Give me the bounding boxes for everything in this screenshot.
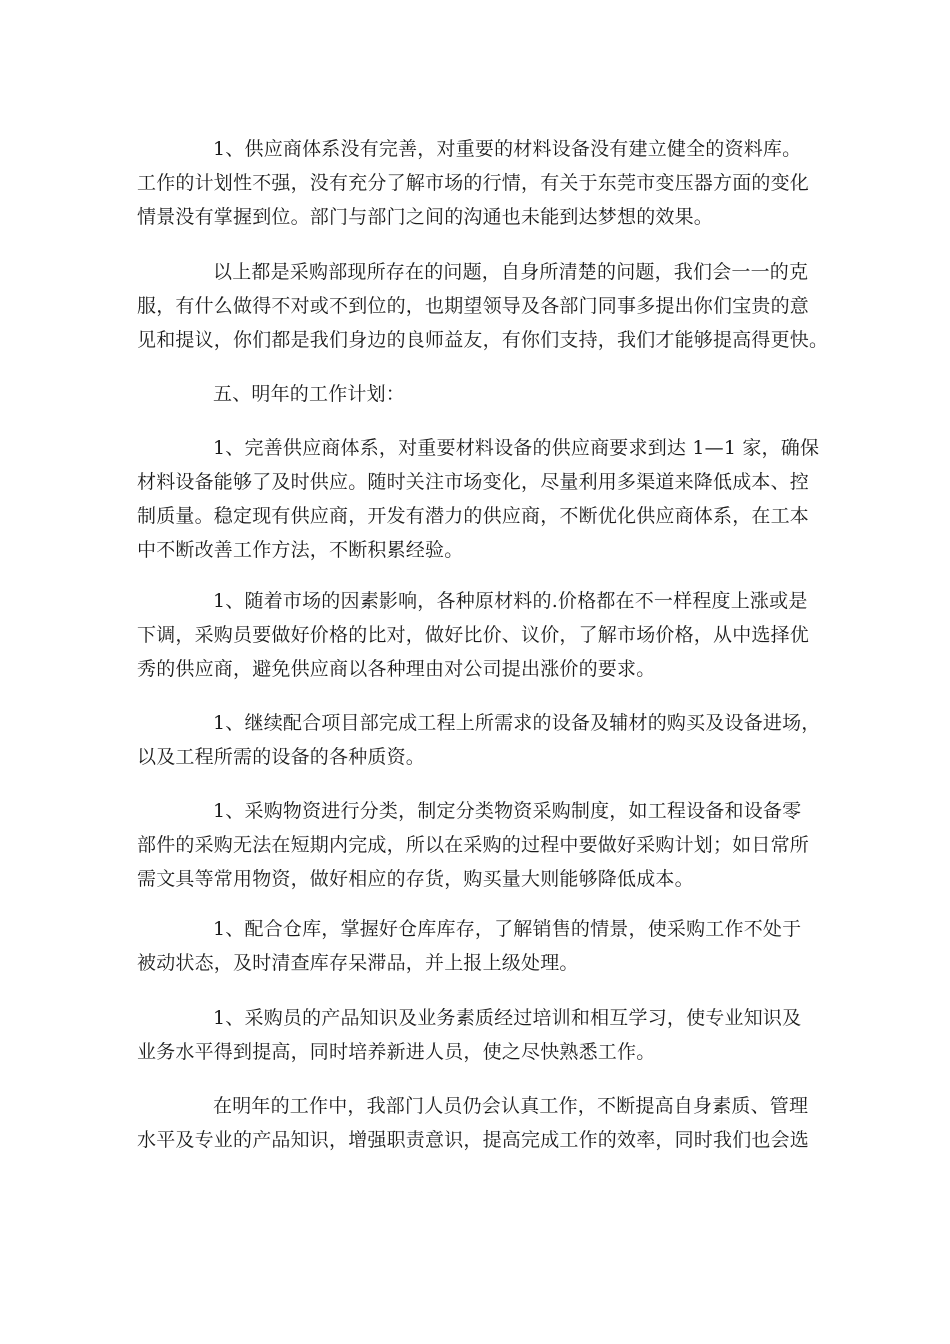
paragraph-plan-item-4 — [137, 794, 827, 896]
paragraph-summary — [137, 255, 827, 357]
paragraph-closing — [137, 1089, 827, 1157]
text-line: 制质量。稳定现有供应商，开发有潜力的供应商，不断优化供应商体系，在工本 — [137, 505, 810, 527]
text-line: 1、配合仓库，掌握好仓库库存，了解销售的情景，使采购工作不处于 — [213, 918, 802, 940]
text-line: 业务水平得到提高，同时培养新进人员，使之尽快熟悉工作。 — [137, 1041, 656, 1063]
text-line: 五、明年的工作计划： — [213, 383, 406, 405]
text-line: 以及工程所需的设备的各种质资。 — [137, 746, 426, 768]
text-line: 水平及专业的产品知识，增强职责意识，提高完成工作的效率，同时我们也会选 — [137, 1129, 810, 1151]
text-line: 秀的供应商，避免供应商以各种理由对公司提出涨价的要求。 — [137, 658, 656, 680]
text-line: 1、采购员的产品知识及业务素质经过培训和相互学习，使专业知识及 — [213, 1007, 802, 1029]
text-line: 在明年的工作中，我部门人员仍会认真工作，不断提高自身素质、管理 — [213, 1095, 809, 1117]
paragraph-plan-item-3 — [137, 706, 827, 774]
paragraph-supplier-issues — [137, 132, 827, 234]
text-line: 部件的采购无法在短期内完成，所以在采购的过程中要做好采购计划；如日常所 — [137, 834, 810, 856]
text-line: 中不断改善工作方法，不断积累经验。 — [137, 539, 464, 561]
text-line: 1、继续配合项目部完成工程上所需求的设备及辅材的购买及设备进场， — [213, 712, 821, 734]
text-line: 以上都是采购部现所存在的问题，自身所清楚的问题，我们会一一的克 — [213, 261, 809, 283]
paragraph-plan-item-1 — [137, 431, 827, 567]
text-line: 1、供应商体系没有完善，对重要的材料设备没有建立健全的资料库。 — [213, 138, 802, 160]
text-line: 见和提议，你们都是我们身边的良师益友，有你们支持，我们才能够提高得更快。 — [137, 329, 829, 351]
paragraph-plan-item-2 — [137, 584, 827, 686]
text-line: 服，有什么做得不对或不到位的，也期望领导及各部门同事多提出你们宝贵的意 — [137, 295, 810, 317]
text-line: 被动状态，及时清查库存呆滞品，并上报上级处理。 — [137, 952, 579, 974]
text-line: 1、随着市场的因素影响，各种原材料的.价格都在不一样程度上涨或是 — [213, 590, 808, 612]
text-line: 1、采购物资进行分类，制定分类物资采购制度，如工程设备和设备零 — [213, 800, 802, 822]
text-line: 情景没有掌握到位。部门与部门之间的沟通也未能到达梦想的效果。 — [137, 206, 714, 228]
paragraph-plan-item-5 — [137, 912, 827, 980]
paragraph-plan-item-6 — [137, 1001, 827, 1069]
text-line: 需文具等常用物资，做好相应的存货，购买量大则能够降低成本。 — [137, 868, 694, 890]
section-heading-next-year-plan — [137, 377, 827, 411]
text-line: 1、完善供应商体系，对重要材料设备的供应商要求到达 1—1 家，确保 — [213, 437, 820, 459]
text-line: 下调，采购员要做好价格的比对，做好比价、议价，了解市场价格，从中选择优 — [137, 624, 810, 646]
text-line: 材料设备能够了及时供应。随时关注市场变化，尽量利用多渠道来降低成本、控 — [137, 471, 810, 493]
text-line: 工作的计划性不强，没有充分了解市场的行情，有关于东莞市变压器方面的变化 — [137, 172, 810, 194]
